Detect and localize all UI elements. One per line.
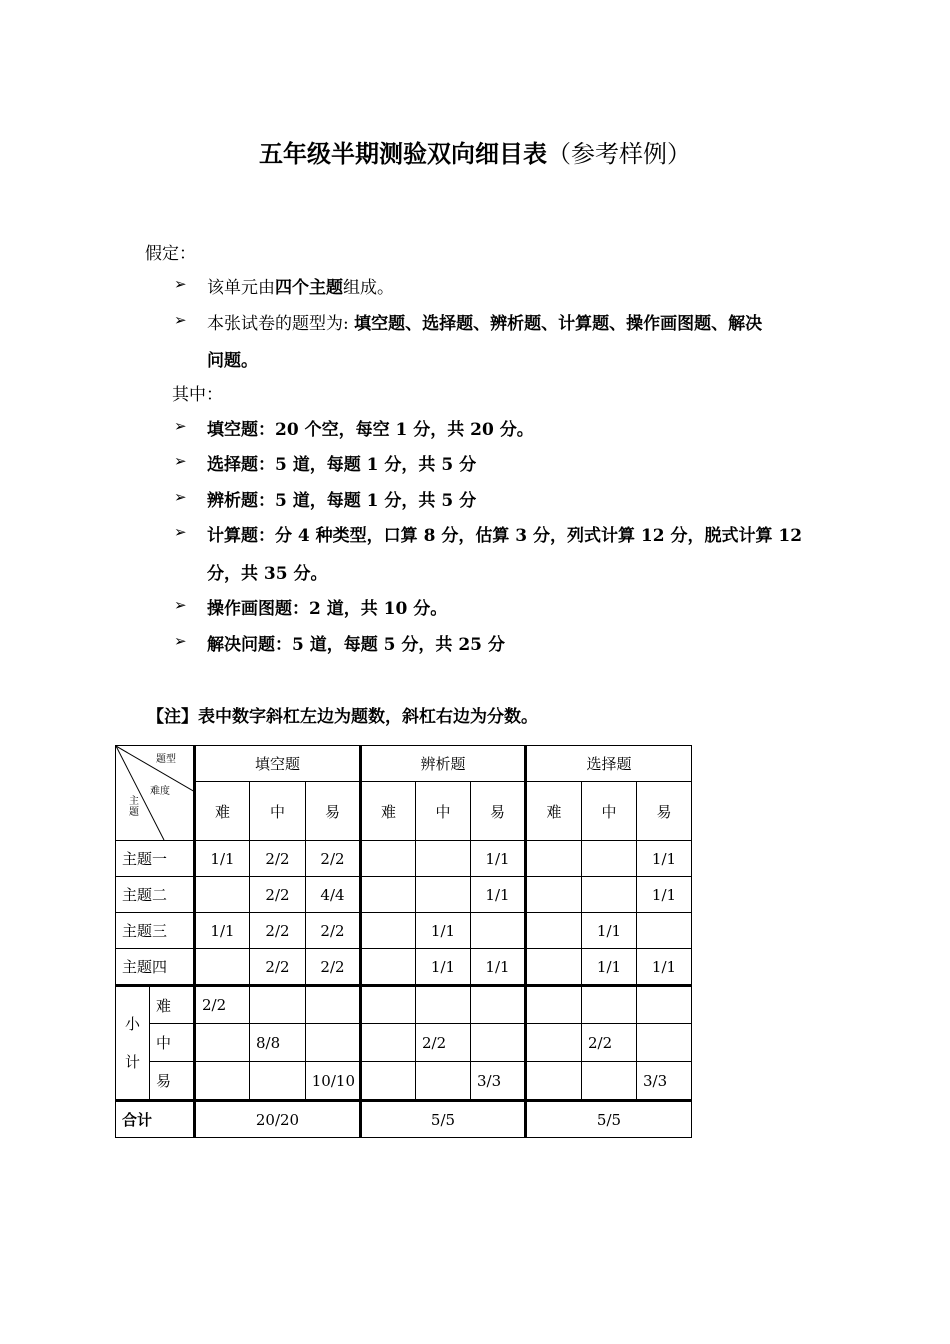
cell: 2/2 [250,913,306,949]
detail-calc-cont: 分，共 35 分。 [207,564,328,584]
cell: 3/3 [637,1062,692,1101]
cell [250,986,306,1024]
cell: 10/10 [306,1062,361,1101]
subtotal-row [116,986,692,1024]
detail-draw: 操作画图题：2 道，共 10 分。 [207,599,448,619]
cell [195,1024,250,1062]
bullet-topics: 该单元由四个主题组成。 [207,278,394,298]
bullet-types-cont: 问题。 [207,351,258,371]
total-fill: 20/20 [195,1101,361,1138]
cell: 2/2 [195,986,250,1024]
page-title [0,134,950,169]
cell [637,986,692,1024]
cell: 2/2 [250,877,306,913]
detail-judge: 辨析题：5 道，每题 1 分，共 5 分 [207,491,477,511]
cell: 2/2 [416,1024,471,1062]
cell [582,841,637,877]
subtotal-level: 易 [150,1062,195,1101]
cell: 1/1 [637,949,692,986]
cell [195,1062,250,1101]
row-label: 主题四 [116,949,195,986]
cell: 8/8 [250,1024,306,1062]
corner-difficulty-label: 难度 [150,786,170,797]
cell: 2/2 [306,913,361,949]
cell: 1/1 [416,949,471,986]
table-row [116,841,692,877]
detail-choice: 选择题：5 道，每题 1 分，共 5 分 [207,455,477,475]
cell: 4/4 [306,877,361,913]
corner-cell [116,746,195,841]
cell: 1/1 [471,949,526,986]
bullet-arrow-icon: ➢ [174,632,187,650]
bullet-arrow-icon: ➢ [174,596,187,614]
cell [582,1062,637,1101]
type-header-judge: 辨析题 [361,746,526,782]
cell: 2/2 [250,949,306,986]
level-header: 易 [471,782,526,841]
cell: 2/2 [582,1024,637,1062]
cell [416,986,471,1024]
cell [361,949,416,986]
cell [471,913,526,949]
cell [526,1024,582,1062]
bullet-arrow-icon: ➢ [174,311,187,329]
cell [526,1062,582,1101]
cell: 1/1 [195,913,250,949]
cell [416,877,471,913]
cell [637,913,692,949]
subtotal-row [116,1024,692,1062]
cell [195,949,250,986]
subtotal-level: 难 [150,986,195,1024]
cell [526,986,582,1024]
cell: 1/1 [471,841,526,877]
total-choice: 5/5 [526,1101,692,1138]
detail-solve: 解决问题：5 道，每题 5 分，共 25 分 [207,635,505,655]
note: 【注】表中数字斜杠左边为题数，斜杠右边为分数。 [147,707,538,727]
level-header: 中 [582,782,637,841]
title-main: 五年级半期测验双向细目表 [259,140,547,168]
cell [361,1062,416,1101]
cell: 2/2 [306,949,361,986]
bullet-arrow-icon: ➢ [174,452,187,470]
cell [416,1062,471,1101]
bullet-arrow-icon: ➢ [174,275,187,293]
cell [582,877,637,913]
table-row [116,877,692,913]
cell [471,1024,526,1062]
cell [306,986,361,1024]
type-header-fill: 填空题 [195,746,361,782]
spec-table [115,745,692,1138]
type-header-choice: 选择题 [526,746,692,782]
cell [526,841,582,877]
cell [361,986,416,1024]
corner-type-label: 题型 [156,754,176,765]
cell: 2/2 [306,841,361,877]
level-header: 易 [306,782,361,841]
row-label: 主题三 [116,913,195,949]
cell [361,913,416,949]
level-header: 易 [637,782,692,841]
cell [526,877,582,913]
table-row [116,949,692,986]
total-judge: 5/5 [361,1101,526,1138]
cell: 1/1 [416,913,471,949]
table-row [116,913,692,949]
total-label: 合计 [116,1101,195,1138]
cell [526,913,582,949]
cell [361,877,416,913]
total-row [116,1101,692,1138]
level-header: 难 [195,782,250,841]
cell: 1/1 [637,841,692,877]
cell [250,1062,306,1101]
cell [471,986,526,1024]
subtotal-level: 中 [150,1024,195,1062]
level-header: 中 [416,782,471,841]
cell [637,1024,692,1062]
subtotal-row [116,1062,692,1101]
detail-fill: 填空题：20 个空，每空 1 分，共 20 分。 [207,420,534,440]
bullet-arrow-icon: ➢ [174,417,187,435]
row-label: 主题二 [116,877,195,913]
cell: 1/1 [637,877,692,913]
cell [195,877,250,913]
cell [416,841,471,877]
bullet-arrow-icon: ➢ [174,488,187,506]
cell: 3/3 [471,1062,526,1101]
cell [306,1024,361,1062]
assume-label: 假定： [145,244,196,264]
bullet-types: 本张试卷的题型为: 填空题、选择题、辨析题、计算题、操作画图题、解决 [207,314,763,334]
corner-topic-label-2: 题 [129,807,139,818]
title-suffix: （参考样例） [547,140,691,168]
cell: 2/2 [250,841,306,877]
subtotal-label: 小 计 [116,986,150,1101]
cell [361,1024,416,1062]
cell [582,986,637,1024]
cell: 1/1 [471,877,526,913]
level-header: 中 [250,782,306,841]
cell [526,949,582,986]
among-label: 其中： [172,385,223,405]
cell: 1/1 [195,841,250,877]
cell: 1/1 [582,913,637,949]
level-header: 难 [361,782,416,841]
level-header: 难 [526,782,582,841]
detail-calc: 计算题：分 4 种类型，口算 8 分，估算 3 分，列式计算 12 分，脱式计算 12 [207,526,803,546]
cell: 1/1 [582,949,637,986]
cell [361,841,416,877]
bullet-arrow-icon: ➢ [174,523,187,541]
row-label: 主题一 [116,841,195,877]
corner-topic-label-1: 主 [129,796,139,807]
